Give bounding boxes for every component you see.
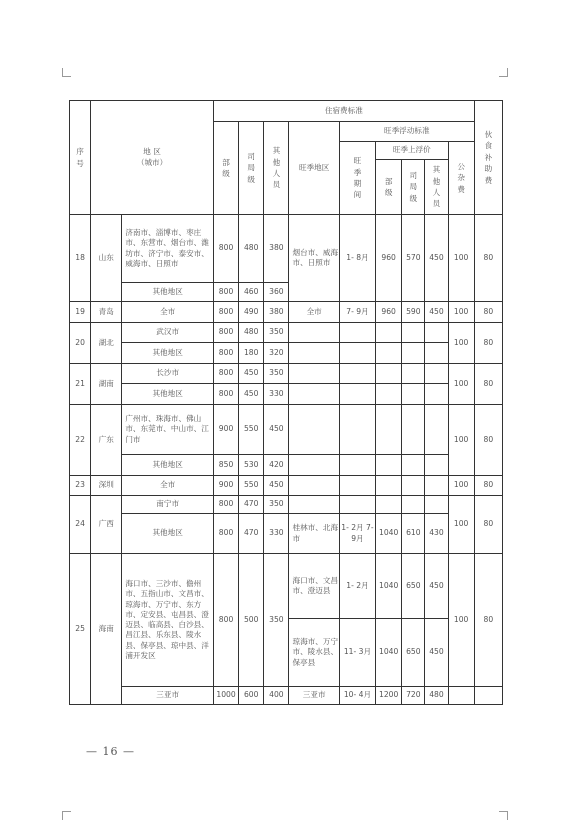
header-other: 其他人员: [264, 122, 289, 215]
cell-peak-region: 三亚市: [289, 687, 339, 705]
cell-peak-bureau: [376, 384, 402, 405]
cell-peak-dept: [402, 476, 425, 496]
cell-peak-bureau: 1040: [376, 619, 402, 687]
cell-peak-region: [289, 496, 339, 514]
cell-dept: 470: [239, 496, 264, 514]
cell-transport: 80: [474, 496, 502, 554]
cell-dept: 490: [239, 302, 264, 323]
table-row: [70, 405, 503, 455]
cell-peak-region: [289, 476, 339, 496]
cell-transport: 80: [474, 364, 502, 405]
cell-meal: 100: [448, 364, 474, 405]
table-row: [70, 514, 503, 554]
cell-peak-other: 450: [425, 215, 448, 302]
cell-peak-other: [425, 476, 448, 496]
row-seq: 21: [70, 364, 91, 405]
cell-dept: 480: [239, 215, 264, 283]
cell-peak-dept: [402, 364, 425, 384]
cell-peak-period: [339, 496, 375, 514]
cell-dept: 550: [239, 405, 264, 455]
cell-peak-region: [289, 364, 339, 384]
header-peak-other: 其他人员: [425, 160, 448, 215]
row-cities: 海口市、三沙市、儋州市、五指山市、文昌市、琼海市、万宁市、东方市、定安县、屯昌县、澄迈县、临高县、白沙县、昌江县、乐东县、陵水县、保亭县、琼中县、洋浦开发区: [122, 554, 214, 687]
cell-transport: 80: [474, 405, 502, 476]
cell-other: 450: [264, 476, 289, 496]
cell-peak-period: [339, 476, 375, 496]
cell-peak-dept: 720: [402, 687, 425, 705]
cell-bureau: 900: [213, 476, 238, 496]
cell-bureau: 850: [213, 455, 238, 476]
cell-dept: 600: [239, 687, 264, 705]
expense-standard-table: [69, 100, 503, 705]
header-peak-period: 旺季期间: [339, 142, 375, 215]
cell-meal: 100: [448, 496, 474, 554]
cell-peak-region: 琼海市、万宁市、陵水县、保亭县: [289, 619, 339, 687]
cell-peak-other: [425, 455, 448, 476]
cell-bureau: 800: [213, 215, 238, 283]
cell-peak-other: [425, 384, 448, 405]
row-cities: 其他地区: [122, 283, 214, 302]
cell-other: 360: [264, 283, 289, 302]
header-region: 地 区 （城市）: [91, 101, 214, 215]
cell-peak-dept: [402, 323, 425, 343]
header-bureau: 部级: [213, 122, 238, 215]
cell-transport: [474, 687, 502, 705]
cell-other: 450: [264, 405, 289, 455]
cell-transport: 80: [474, 302, 502, 323]
cell-peak-other: [425, 364, 448, 384]
cell-peak-other: 430: [425, 514, 448, 554]
cell-dept: 480: [239, 323, 264, 343]
row-cities: 全市: [122, 302, 214, 323]
cell-meal: 100: [448, 405, 474, 476]
cell-bureau: 800: [213, 302, 238, 323]
cell-peak-other: 480: [425, 687, 448, 705]
row-province: 深圳: [91, 476, 122, 496]
table-row: [70, 554, 503, 619]
cell-peak-dept: [402, 455, 425, 476]
cell-peak-period: 11- 3月: [339, 619, 375, 687]
row-province: 湖北: [91, 323, 122, 364]
table-row: [70, 343, 503, 364]
cell-peak-bureau: 1200: [376, 687, 402, 705]
cell-peak-region: [289, 455, 339, 476]
cell-peak-other: [425, 405, 448, 455]
row-cities: 全市: [122, 476, 214, 496]
cell-peak-other: [425, 496, 448, 514]
table-row: [70, 215, 503, 283]
cell-bureau: 800: [213, 554, 238, 687]
cell-transport: 80: [474, 554, 502, 687]
cell-meal: 100: [448, 302, 474, 323]
cell-peak-region: 桂林市、北海市: [289, 514, 339, 554]
cell-peak-dept: 570: [402, 215, 425, 302]
cell-peak-period: [339, 455, 375, 476]
cell-peak-other: 450: [425, 619, 448, 687]
cell-peak-period: 1- 2月 7- 9月: [339, 514, 375, 554]
cell-peak-bureau: [376, 343, 402, 364]
table-row: [70, 476, 503, 496]
cell-peak-dept: 590: [402, 302, 425, 323]
row-seq: 22: [70, 405, 91, 476]
cell-bureau: 800: [213, 343, 238, 364]
cell-peak-bureau: [376, 496, 402, 514]
cell-peak-bureau: 1040: [376, 554, 402, 619]
cell-meal: [448, 687, 474, 705]
cell-dept: 460: [239, 283, 264, 302]
row-cities: 广州市、珠海市、佛山市、东莞市、中山市、江门市: [122, 405, 214, 455]
row-cities: 其他地区: [122, 343, 214, 364]
cell-peak-dept: 650: [402, 554, 425, 619]
cell-dept: 450: [239, 384, 264, 405]
cell-bureau: 800: [213, 384, 238, 405]
row-province: 湖南: [91, 364, 122, 405]
cell-bureau: 1000: [213, 687, 238, 705]
cell-meal: 100: [448, 215, 474, 302]
cell-other: 350: [264, 323, 289, 343]
cell-peak-bureau: [376, 364, 402, 384]
cell-other: 380: [264, 302, 289, 323]
header-peak-bureau: 部级: [376, 160, 402, 215]
row-seq: 18: [70, 215, 91, 302]
cell-peak-bureau: [376, 476, 402, 496]
cell-other: 320: [264, 343, 289, 364]
row-province: 青岛: [91, 302, 122, 323]
header-lodging: 住宿费标准: [213, 101, 474, 122]
cell-peak-other: 450: [425, 554, 448, 619]
cell-dept: 470: [239, 514, 264, 554]
cell-meal: 100: [448, 554, 474, 687]
row-province: 广东: [91, 405, 122, 476]
cell-peak-region: 海口市、文昌市、澄迈县: [289, 554, 339, 619]
row-province: 海南: [91, 554, 122, 705]
cell-other: 350: [264, 364, 289, 384]
cell-peak-period: 1- 2月: [339, 554, 375, 619]
table-row: [70, 384, 503, 405]
cell-peak-dept: [402, 343, 425, 364]
cell-peak-region: 烟台市、威海市、日照市: [289, 215, 339, 302]
cell-peak-period: [339, 364, 375, 384]
table-row: [70, 687, 503, 705]
cell-peak-other: 450: [425, 302, 448, 323]
cell-other: 420: [264, 455, 289, 476]
cell-peak-dept: [402, 496, 425, 514]
cell-peak-bureau: 960: [376, 215, 402, 302]
cell-peak-period: [339, 405, 375, 455]
cell-dept: 500: [239, 554, 264, 687]
cell-peak-dept: 650: [402, 619, 425, 687]
header-peak-price: 旺季上浮价: [376, 142, 448, 160]
cell-transport: 80: [474, 476, 502, 496]
header-meal: 伙食补助费: [474, 101, 502, 215]
cell-peak-bureau: [376, 323, 402, 343]
row-cities: 南宁市: [122, 496, 214, 514]
cell-peak-period: 1- 8月: [339, 215, 375, 302]
cell-peak-period: 7- 9月: [339, 302, 375, 323]
cell-peak-bureau: [376, 455, 402, 476]
row-cities: 武汉市: [122, 323, 214, 343]
cell-other: 330: [264, 514, 289, 554]
cell-other: 350: [264, 554, 289, 687]
cell-bureau: 800: [213, 496, 238, 514]
row-seq: 20: [70, 323, 91, 364]
header-peak-dept: 司局级: [402, 160, 425, 215]
cell-bureau: 800: [213, 323, 238, 343]
cell-peak-other: [425, 343, 448, 364]
cell-bureau: 800: [213, 364, 238, 384]
cell-peak-other: [425, 323, 448, 343]
cell-peak-period: 10- 4月: [339, 687, 375, 705]
row-cities: 其他地区: [122, 455, 214, 476]
crop-mark-top-left: [62, 68, 71, 77]
cell-peak-region: [289, 343, 339, 364]
table-row: [70, 302, 503, 323]
cell-transport: 80: [474, 215, 502, 302]
cell-peak-region: [289, 405, 339, 455]
cell-bureau: 800: [213, 514, 238, 554]
cell-meal: 100: [448, 323, 474, 364]
row-cities: 其他地区: [122, 384, 214, 405]
page-number: — 16 —: [86, 745, 135, 758]
cell-peak-period: [339, 384, 375, 405]
row-cities: 三亚市: [122, 687, 214, 705]
header-dept: 司局级: [239, 122, 264, 215]
row-seq: 23: [70, 476, 91, 496]
cell-peak-dept: [402, 384, 425, 405]
cell-peak-period: [339, 343, 375, 364]
cell-dept: 450: [239, 364, 264, 384]
cell-transport: 80: [474, 323, 502, 364]
row-cities: 其他地区: [122, 514, 214, 554]
row-cities: 济南市、淄博市、枣庄市、东营市、烟台市、潍坊市、济宁市、泰安市、威海市、日照市: [122, 215, 214, 283]
row-cities: 长沙市: [122, 364, 214, 384]
row-seq: 19: [70, 302, 91, 323]
cell-bureau: 900: [213, 405, 238, 455]
header-peak-region: 旺季地区: [289, 122, 339, 215]
cell-dept: 530: [239, 455, 264, 476]
cell-dept: 550: [239, 476, 264, 496]
cell-peak-region: [289, 384, 339, 405]
cell-peak-dept: [402, 405, 425, 455]
cell-other: 350: [264, 496, 289, 514]
cell-peak-region: [289, 323, 339, 343]
header-seq: 序号: [70, 101, 91, 215]
cell-meal: 100: [448, 476, 474, 496]
cell-peak-bureau: 1040: [376, 514, 402, 554]
table-row: [70, 455, 503, 476]
cell-peak-period: [339, 323, 375, 343]
table-row: [70, 496, 503, 514]
cell-peak-bureau: 960: [376, 302, 402, 323]
cell-peak-bureau: [376, 405, 402, 455]
cell-peak-dept: 610: [402, 514, 425, 554]
header-peak: 旺季浮动标准: [339, 122, 474, 142]
cell-other: 400: [264, 687, 289, 705]
table-row: [70, 323, 503, 343]
row-seq: 25: [70, 554, 91, 705]
table-row: [70, 364, 503, 384]
cell-dept: 180: [239, 343, 264, 364]
cell-peak-region: 全市: [289, 302, 339, 323]
cell-bureau: 800: [213, 283, 238, 302]
header-transport: 公杂费: [448, 142, 474, 215]
cell-other: 330: [264, 384, 289, 405]
row-seq: 24: [70, 496, 91, 554]
crop-mark-top-right: [499, 68, 508, 77]
row-province: 山东: [91, 215, 122, 302]
row-province: 广西: [91, 496, 122, 554]
cell-other: 380: [264, 215, 289, 283]
